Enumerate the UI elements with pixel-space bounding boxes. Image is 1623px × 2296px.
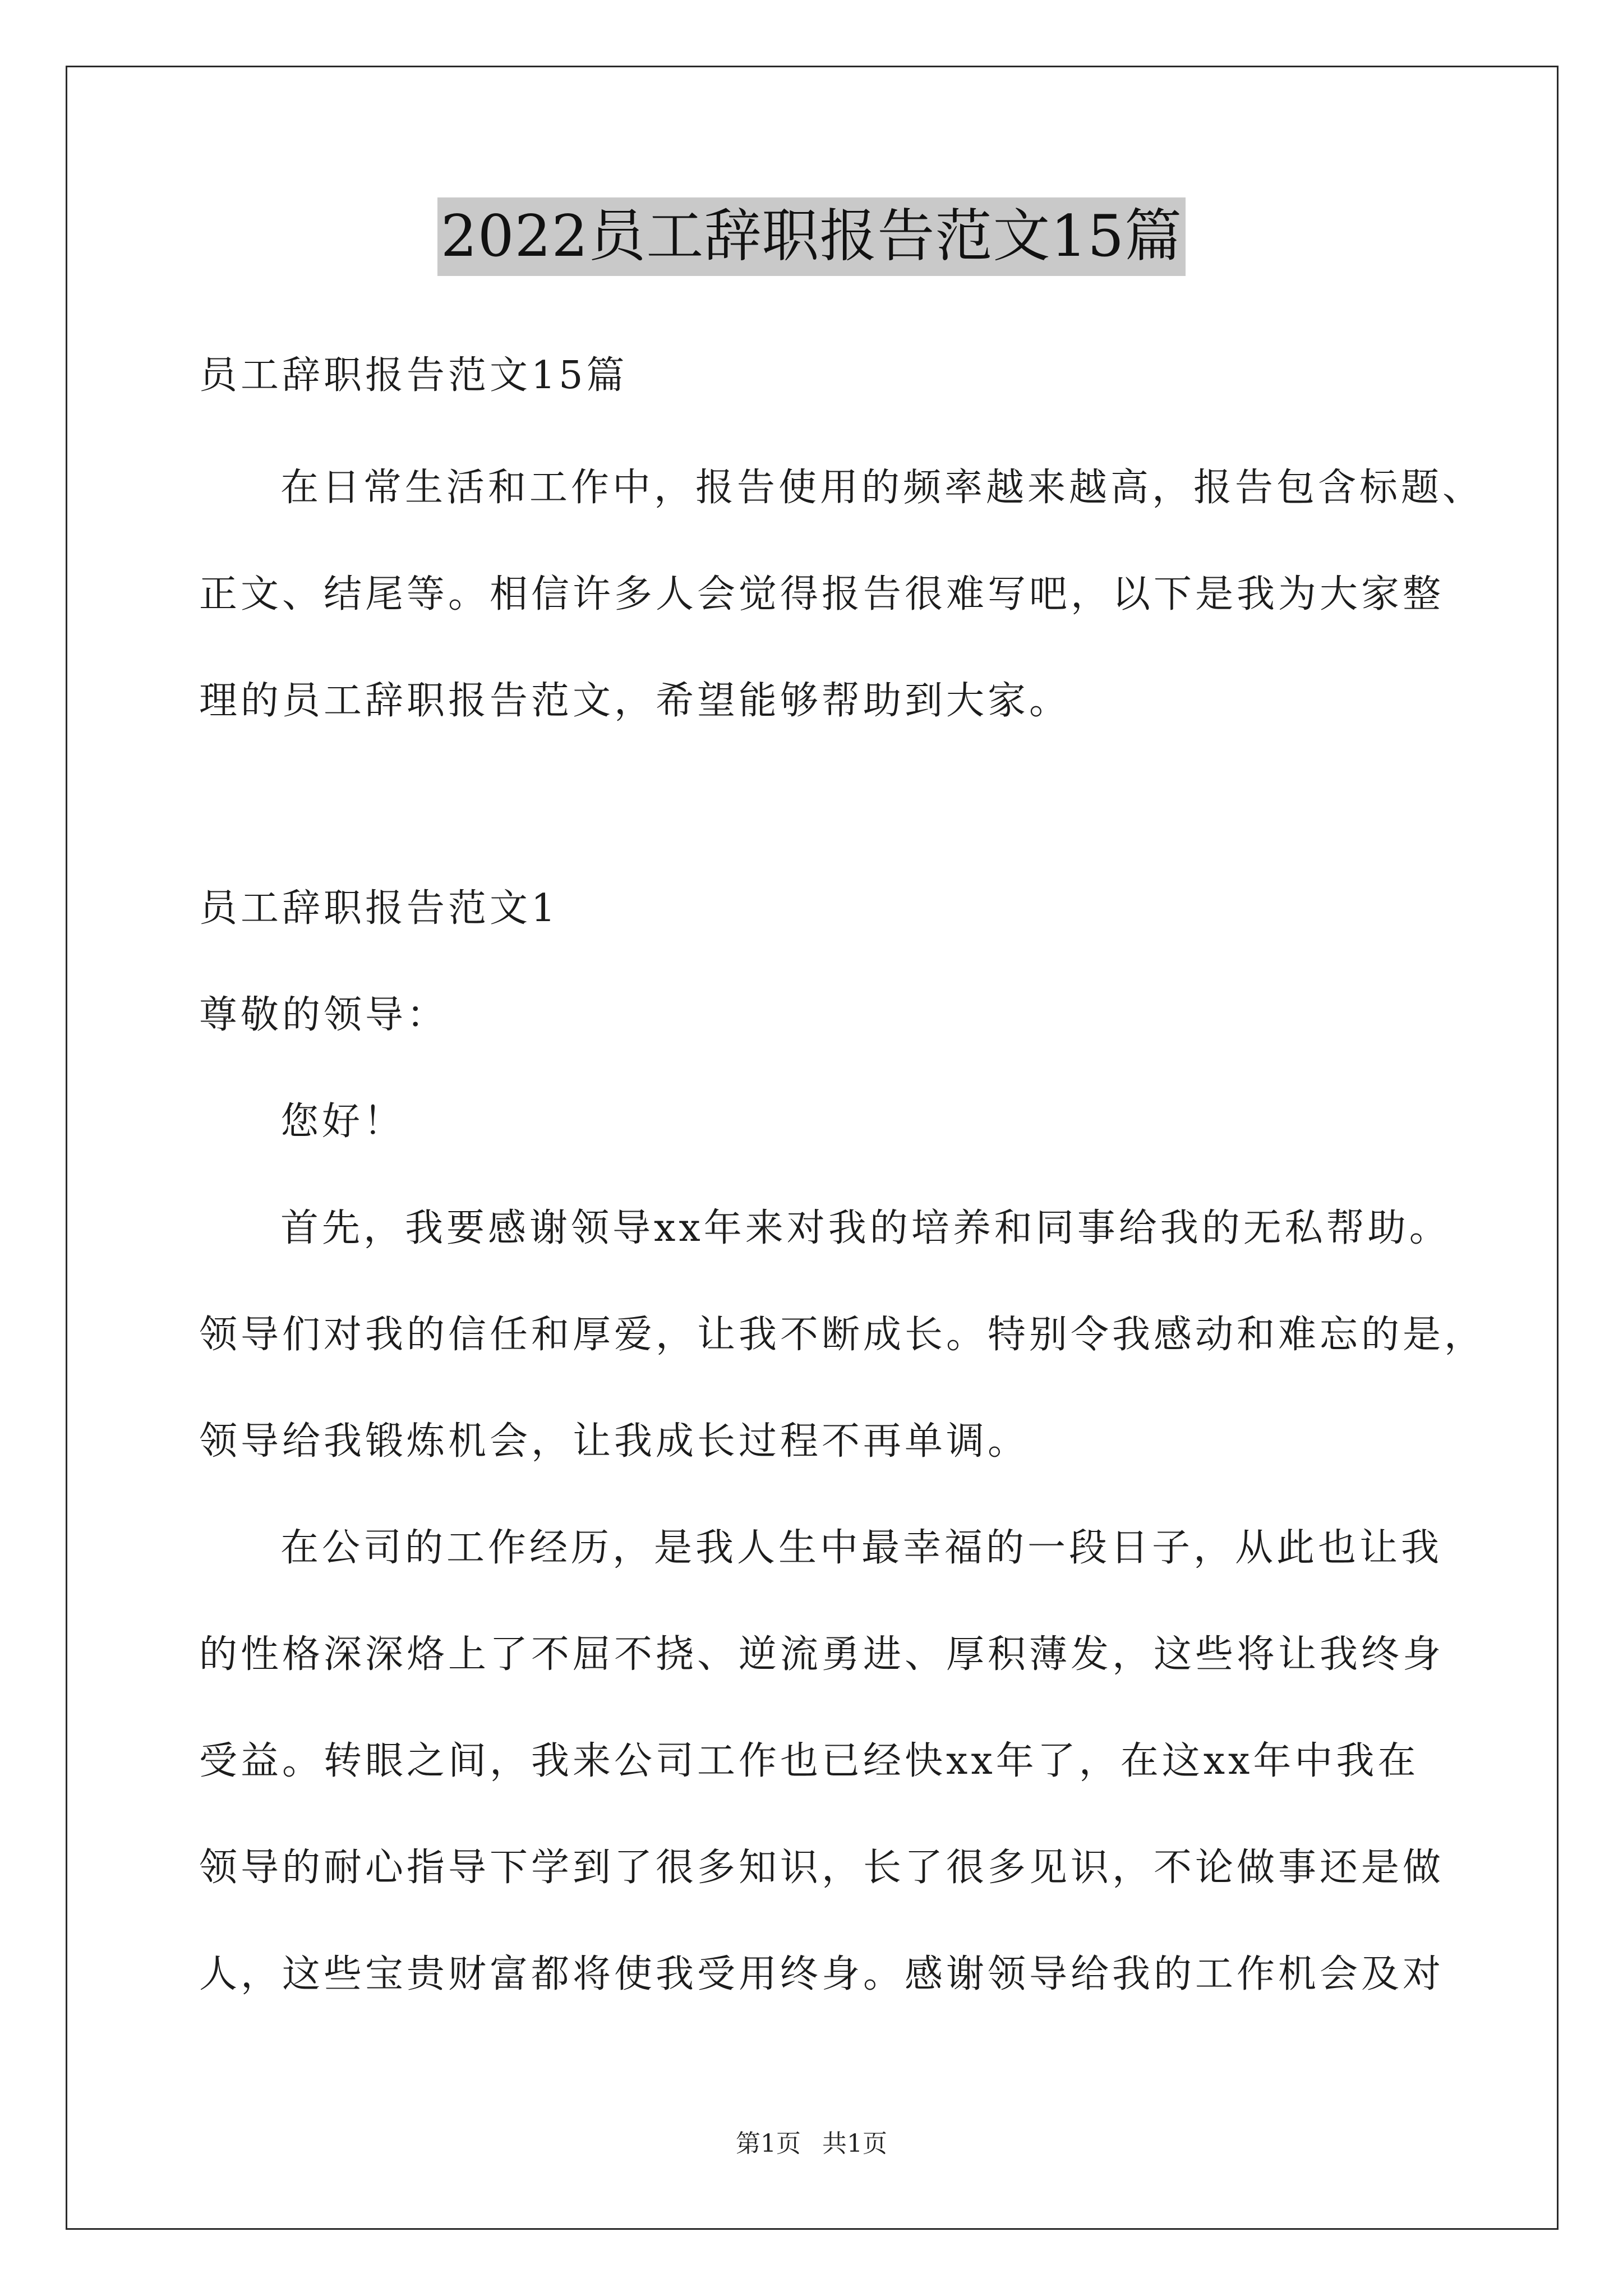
title-container (0, 197, 1623, 276)
body-line: 受益。转眼之间，我来公司工作也已经快xx年了，在这xx年中我在 (199, 1739, 1419, 1783)
page-number: 第1页 (736, 2129, 801, 2158)
body-line: 的性格深深烙上了不屈不挠、逆流勇进、厚积薄发，这些将让我终身 (199, 1632, 1445, 1677)
document-title: 2022员工辞职报告范文15篇 (437, 197, 1186, 276)
body-line: 领导给我锻炼机会，让我成长过程不再单调。 (199, 1419, 1030, 1464)
body-line: 首先，我要感谢领导xx年来对我的培养和同事给我的无私帮助。 (280, 1206, 1451, 1250)
body-line: 理的员工辞职报告范文，希望能够帮助到大家。 (199, 679, 1071, 723)
section-heading: 员工辞职报告范文1 (199, 886, 559, 931)
body-line: 在日常生活和工作中，报告使用的频率越来越高，报告包含标题、 (280, 466, 1484, 510)
page-total: 共1页 (822, 2129, 887, 2158)
salutation: 尊敬的领导： (199, 993, 449, 1037)
body-line: 领导们对我的信任和厚爱，让我不断成长。特别令我感动和难忘的是， (199, 1313, 1486, 1357)
body-line: 人，这些宝贵财富都将使我受用终身。感谢领导给我的工作机会及对 (199, 1952, 1445, 1996)
body-line: 正文、结尾等。相信许多人会觉得报告很难写吧，以下是我为大家整 (199, 572, 1445, 616)
greeting: 您好！ (280, 1099, 405, 1144)
subtitle-line: 员工辞职报告范文15篇 (199, 353, 628, 398)
page-footer (0, 2127, 1623, 2161)
body-line: 在公司的工作经历，是我人生中最幸福的一段日子，从此也让我 (280, 1526, 1443, 1570)
body-line: 领导的耐心指导下学到了很多知识，长了很多见识，不论做事还是做 (199, 1846, 1445, 1890)
